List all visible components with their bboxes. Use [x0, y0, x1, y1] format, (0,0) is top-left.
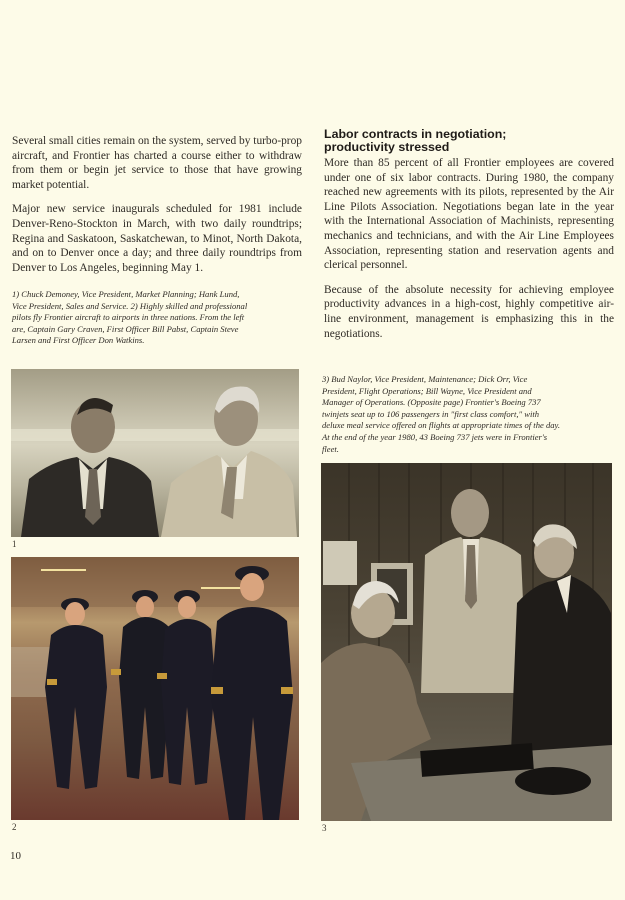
- section-heading: [324, 128, 614, 154]
- pilot-3: [157, 590, 215, 785]
- photo-2-illustration: [11, 557, 299, 820]
- caption-photo-3: 3) Bud Naylor, Vice President, Maintenance; Dick Orr, Vice President, Flight Operations; Bill Wayne, Vice President and Manager of Operations. (Opposite page) Frontier's Boeing 737 twinjets seat up to 106 passengers in "first class comfort," with deluxe meal service offered on flights at appropriate times of the day. At the end of the year 1980, 43 Boeing 737 jets were in Frontier's fleet.: [322, 374, 561, 454]
- caption-photos-1-2: 1) Chuck Demoney, Vice President, Market Planning; Hank Lund, Vice President, Sales and Service. 2) Highly skilled and professional pilots fly Frontier aircraft to airports in three nations. From the left are, Captain Gary Craven, First Officer Bill Pabst, Captain Steve Larsen and First Officer Don Watkins.: [12, 289, 248, 346]
- ashtray: [515, 767, 591, 795]
- figure-number-1: 1: [12, 539, 17, 549]
- paragraph-labor-contracts: More than 85 percent of all Frontier employees are covered under one of six labor contracts. During 1980, the company reached new agreements with its pilots, represented by the Air Line Pilots Association. Negotiations began late in the year with the International Association of Machinists, representing mechanics and technicians, and with the Air Line Employees Association, representing station and reservation agents and clerical personnel.: [324, 157, 614, 272]
- right-column-text: [324, 128, 614, 351]
- ceiling-light: [41, 569, 86, 571]
- photo-executives-terminal: [11, 369, 299, 537]
- heading-line-1: Labor contracts in negotiation;: [324, 127, 507, 141]
- left-column-text: [12, 134, 302, 285]
- figure-number-2: 2: [12, 822, 17, 832]
- photo-pilots-walking: [11, 557, 299, 820]
- paragraph-inaugurals: Major new service inaugurals scheduled for 1981 include Denver-Reno-Stockton in March, with two daily roundtrips; Regina and Saskatoon, Saskatchewan, to Minot, North Dakota, and on to Denver once a day; and three daily roundtrips from Denver to Los Angeles, beginning May 1.: [12, 203, 302, 274]
- ceiling-light: [201, 587, 241, 589]
- pilot-1: [45, 598, 107, 789]
- photo-executives-office: [321, 463, 612, 821]
- paragraph-turboprop: Several small cities remain on the system, served by turbo-prop aircraft, and Frontier has charted a course either to withdraw from them or begin jet service to those that have growing market potential.: [12, 135, 302, 191]
- heading-line-2: productivity stressed: [324, 140, 450, 154]
- paragraph-productivity: Because of the absolute necessity for achieving employee productivity advances in a high-cost, highly competitive air-line environment, management is emphasizing this in the negotiations.: [324, 283, 614, 340]
- standing-man: [421, 489, 527, 693]
- smiling-man-right: [511, 524, 612, 753]
- background-counter: [11, 647, 51, 697]
- photo-3-illustration: [321, 463, 612, 821]
- framed-airplane-picture: [323, 541, 357, 585]
- figure-number-3: 3: [322, 823, 327, 833]
- light-strip: [11, 429, 299, 441]
- page-number: 10: [10, 850, 21, 862]
- photo-1-illustration: [11, 369, 299, 537]
